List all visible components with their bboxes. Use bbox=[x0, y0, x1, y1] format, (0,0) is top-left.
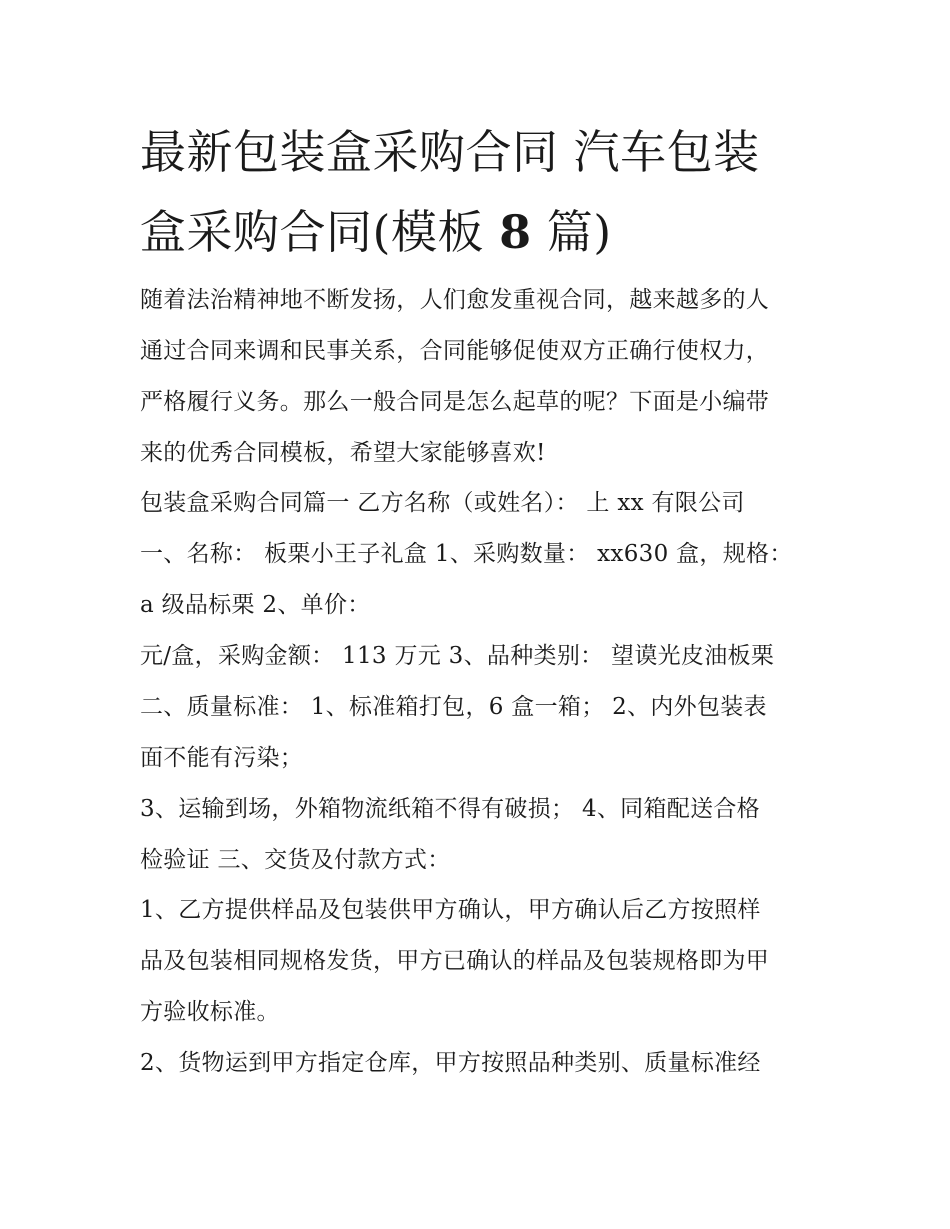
paragraph-line: 3、运输到场，外箱物流纸箱不得有破损； 4、同箱配送合格 bbox=[140, 796, 760, 822]
paragraph-line: 二、质量标准： 1、标准箱打包，6 盒一箱； 2、内外包装表 bbox=[140, 694, 767, 720]
title-line-2-part-3: 篇) bbox=[531, 205, 612, 259]
title-line-2-part-2: 模板 bbox=[390, 205, 500, 259]
paragraph-line: 通过合同来调和民事关系，合同能够促使双方正确行使权力， bbox=[140, 338, 770, 364]
paragraph-line: 方验收标准。 bbox=[140, 999, 280, 1025]
paragraph-line: 面不能有污染； bbox=[140, 745, 304, 771]
paragraph-line: 包装盒采购合同篇一 乙方名称（或姓名）： 上 xx 有限公司 bbox=[140, 490, 745, 516]
paragraph-line: 严格履行义务。那么一般合同是怎么起草的呢？下面是小编带 bbox=[140, 389, 770, 415]
paragraph-line: 品及包装相同规格发货，甲方已确认的样品及包装规格即为甲 bbox=[140, 948, 770, 974]
paragraph-line: 随着法治精神地不断发扬，人们愈发重视合同，越来越多的人 bbox=[140, 287, 770, 313]
paragraph-line: 检验证 三、交货及付款方式： bbox=[140, 847, 451, 873]
paragraph-line: 1、乙方提供样品及包装供甲方确认，甲方确认后乙方按照样 bbox=[140, 897, 761, 923]
title-line-2-part-1: 盒采购合同( bbox=[140, 205, 391, 259]
paragraph-line: 2、货物运到甲方指定仓库，甲方按照品种类别、质量标准经 bbox=[140, 1050, 761, 1076]
paragraph-line: a 级品标栗 2、单价： bbox=[140, 592, 371, 618]
title-line-2 bbox=[140, 192, 830, 272]
document-title bbox=[140, 112, 830, 272]
paragraph-line: 元/盒，采购金额： 113 万元 3、品种类别： 望谟光皮油板栗 bbox=[140, 643, 775, 669]
paragraph-line: 来的优秀合同模板，希望大家能够喜欢! bbox=[140, 440, 546, 466]
paragraph-line: 一、名称： 板栗小王子礼盒 1、采购数量： xx630 盒，规格： bbox=[140, 541, 793, 567]
title-count: 8 bbox=[499, 205, 532, 259]
title-line-1: 最新包装盒采购合同 汽车包装 bbox=[140, 125, 760, 179]
